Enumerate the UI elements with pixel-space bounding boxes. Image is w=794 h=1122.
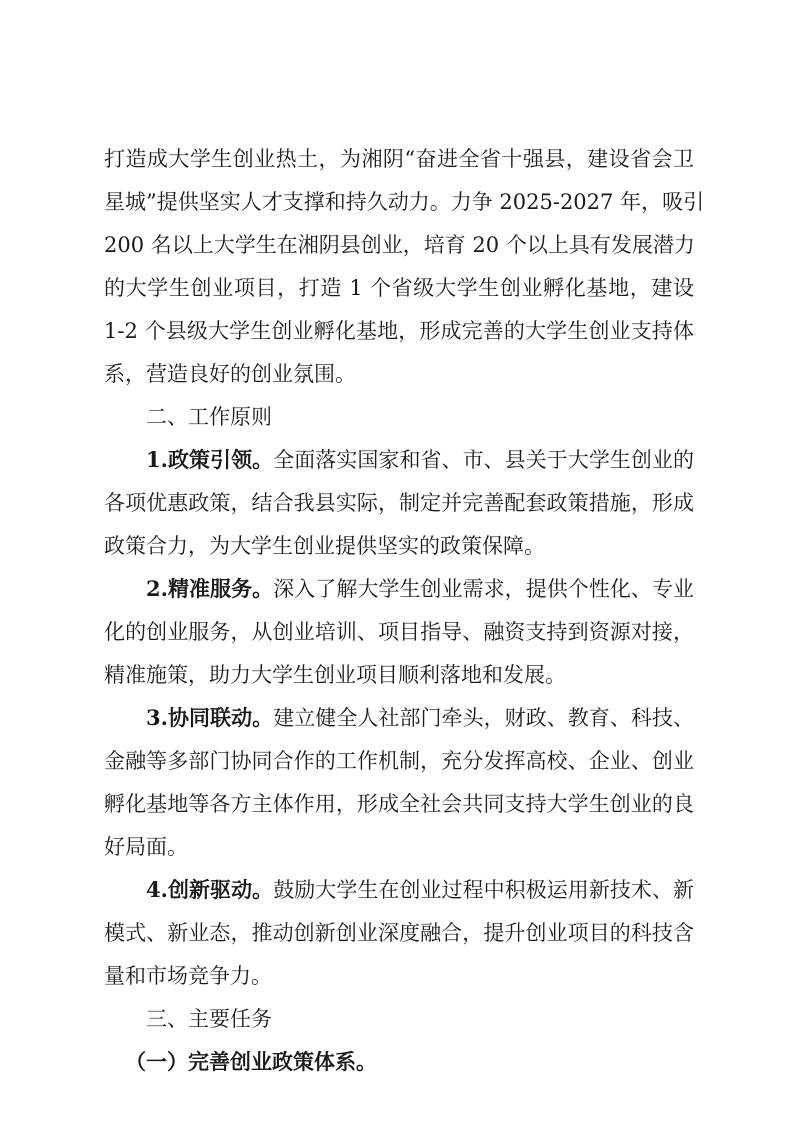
principle-2-line-3: 精准施策，助力大学生创业项目顺利落地和发展。 bbox=[104, 663, 566, 687]
principle-3-line-3: 孵化基地等各方主体作用，形成全社会共同支持大学生创业的良 bbox=[104, 792, 694, 816]
principle-4-line-2: 模式、新业态，推动创新创业深度融合，提升创业项目的科技含 bbox=[104, 921, 694, 945]
principle-1-title: 1.政策引领。 bbox=[146, 447, 274, 472]
principle-3-first-line bbox=[146, 704, 694, 732]
principle-4-title: 4.创新驱动。 bbox=[146, 877, 274, 902]
intro-line-2: 星城”提供坚实人才支撑和持久动力。力争 2025-2027 年，吸引 bbox=[104, 190, 705, 214]
principle-2-line-2: 化的创业服务，从创业培训、项目指导、融资支持到资源对接， bbox=[104, 620, 694, 644]
principle-4-first-line bbox=[146, 876, 694, 904]
principle-1-line-3: 政策合力，为大学生创业提供坚实的政策保障。 bbox=[104, 534, 545, 558]
subsection-heading-policy-system: （一）完善创业政策体系。 bbox=[125, 1049, 377, 1074]
principle-4-line-3: 量和市场竞争力。 bbox=[104, 964, 272, 988]
section-heading-main-tasks: 三、主要任务 bbox=[146, 1007, 272, 1031]
principle-3-line-2: 金融等多部门协同合作的工作机制，充分发挥高校、企业、创业 bbox=[104, 749, 694, 773]
principle-2-title: 2.精准服务。 bbox=[146, 576, 274, 601]
principle-3-title: 3.协同联动。 bbox=[146, 705, 274, 730]
principle-1-text: 全面落实国家和省、市、县关于大学生创业的 bbox=[273, 448, 694, 472]
intro-line-1: 打造成大学生创业热土，为湘阴“奋进全省十强县，建设省会卫 bbox=[104, 147, 694, 171]
principle-3-text: 建立健全人社部门牵头，财政、教育、科技、 bbox=[273, 706, 694, 730]
intro-line-6: 系，营造良好的创业氛围。 bbox=[104, 362, 356, 386]
intro-line-5: 1-2 个县级大学生创业孵化基地，形成完善的大学生创业支持体 bbox=[104, 319, 694, 343]
principle-2-first-line bbox=[146, 575, 694, 603]
principle-1-first-line bbox=[146, 446, 694, 474]
intro-line-4: 的大学生创业项目，打造 1 个省级大学生创业孵化基地，建设 bbox=[104, 276, 694, 300]
intro-line-3: 200 名以上大学生在湘阴县创业，培育 20 个以上具有发展潜力 bbox=[104, 233, 695, 257]
principle-2-text: 深入了解大学生创业需求，提供个性化、专业 bbox=[273, 577, 694, 601]
principle-1-line-2: 各项优惠政策，结合我县实际，制定并完善配套政策措施，形成 bbox=[104, 491, 694, 515]
principle-3-line-4: 好局面。 bbox=[104, 835, 188, 859]
section-heading-principles: 二、工作原则 bbox=[146, 405, 272, 429]
principle-4-text: 鼓励大学生在创业过程中积极运用新技术、新 bbox=[273, 878, 694, 902]
